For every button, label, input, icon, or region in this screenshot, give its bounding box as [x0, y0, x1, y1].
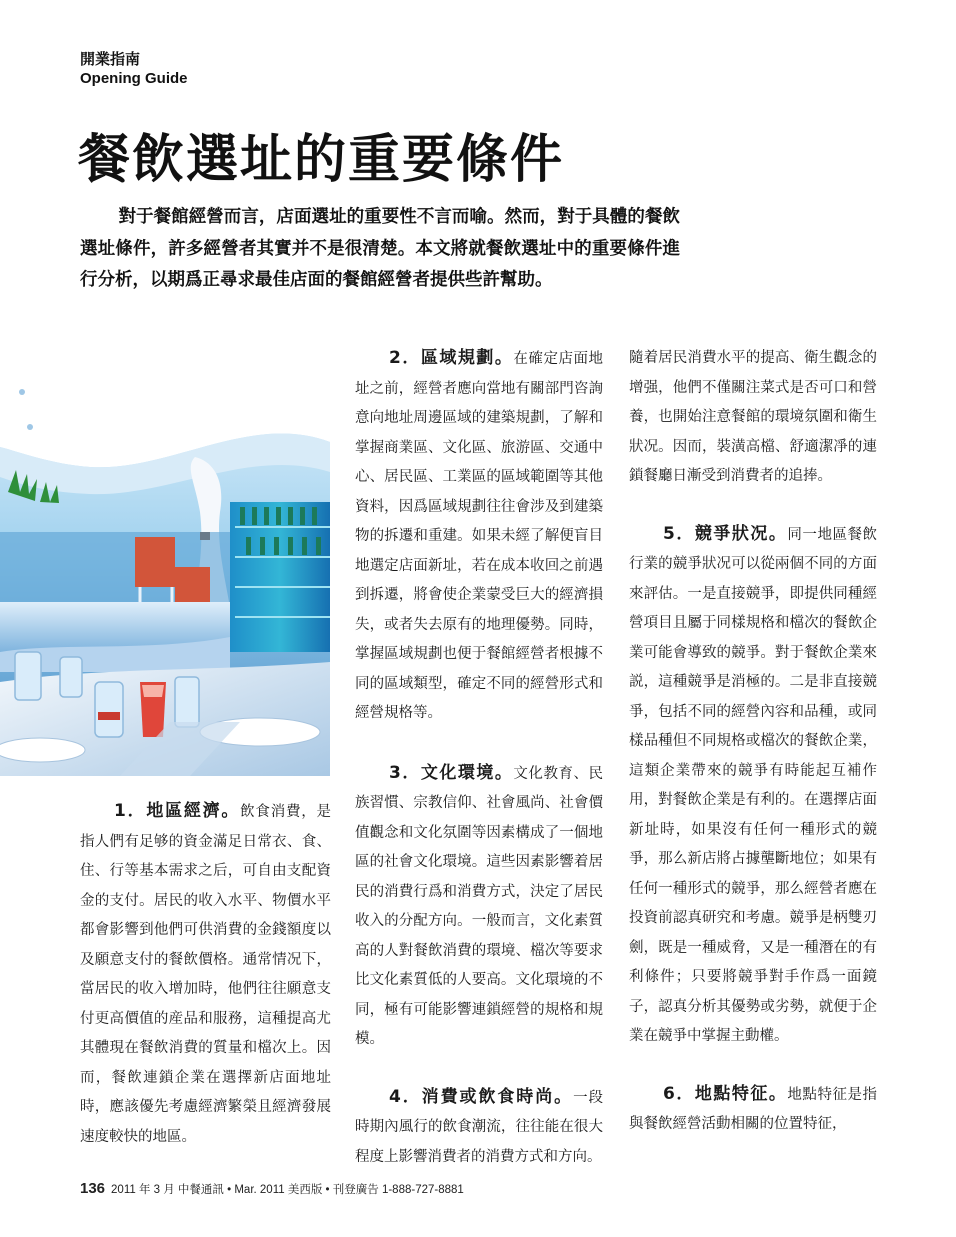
- column-1: [80, 797, 331, 1152]
- section-body: 一段時期內風行的飲食潮流，往往能在很大程度上影響消費者的消費方式和方向。: [355, 1089, 603, 1165]
- section-2: [355, 344, 603, 729]
- section-6: [629, 1080, 877, 1140]
- section-body: 同一地區餐飲行業的競爭狀况可以從兩個不同的方面來評估。一是直接競爭，即提供同種經營項目且屬于同樣規格和檔次的餐飲企業可能會導致的競爭。對于餐飲企業來説，這種競爭是消極的。二是非直接競爭，包括不同的經營內容和品種，或同樣品種但不同規格或檔次的餐飲企業，這類企業帶來的競爭有時能起互補作用，對餐飲企業是有利的。在選擇店面新址時，如果沒有任何一種形式的競爭，那么新店將占據壟斷地位；如果有任何一種形式的競爭，那么經營者應在投資前認真研究和考慮。競爭是柄雙刃劍，既是一種威脅，又是一種潛在的有利條件；只要將競爭對手作爲一面鏡子，認真分析其優勢或劣勢，就便于企業在競爭中掌握主動權。: [629, 526, 877, 1044]
- column-2: [355, 344, 603, 1172]
- article-intro: 對于餐館經營而言，店面選址的重要性不言而喻。然而，對于具體的餐飲選址條件，許多經營者其實并不是很清楚。本文將就餐飲選址中的重要條件進行分析，以期爲正尋求最佳店面的餐館經營者提供些許幫助。: [80, 207, 680, 290]
- section-heading: 1．地區經濟。: [114, 801, 241, 821]
- section-body: 在確定店面地址之前，經營者應向當地有關部門咨詢意向地址周邊區域的建築規劃，了解和掌握商業區、文化區、旅游區、交通中心、居民區、工業區的區域範圍等其他資料，因爲區域規劃往往會涉及到建築物的拆遷和重建。如果未經了解便盲目地選定店面新址，若在成本收回之前遇到拆遷，將會使企業蒙受巨大的經濟損失，或者失去原有的地理優勢。同時，掌握區域規劃也便于餐館經營者根據不同的區域類型，確定不同的經營形式和經營規格等。: [355, 351, 603, 721]
- section-heading: 2．區域規劃。: [389, 348, 514, 368]
- section-4-continued: 隨着居民消費水平的提高、衛生觀念的增强，他們不僅關注菜式是否可口和營養，也開始注意餐館的環境氛圍和衛生狀况。因而，裝潢高檔、舒適潔凈的連鎖餐廳日漸受到消費者的追捧。: [629, 350, 877, 484]
- section-heading: 6．地點特征。: [663, 1083, 788, 1104]
- publication-info: 2011 年 3 月 中餐通訊 • Mar. 2011 美西版 • 刊登廣告 1-888-727-8881: [111, 1184, 464, 1196]
- page-number: 136: [80, 1180, 106, 1197]
- section-heading: 3．文化環境。: [389, 762, 514, 783]
- section-4: [355, 1083, 603, 1173]
- section-1: [80, 797, 331, 1152]
- section-heading: 4．消費或飲食時尚。: [389, 1086, 574, 1107]
- section-3: [355, 759, 603, 1055]
- article-title: 餐飲選址的重要條件: [78, 129, 565, 190]
- section-label-zh: 開業指南: [80, 51, 141, 68]
- section-body: 飲食消費，是指人們有足够的資金滿足日常衣、食、住、行等基本需求之后，可自由支配資金的支付。居民的收入水平、物價水平都會影響到他們可供消費的金錢額度以及願意支付的餐飲價格。通常情况下，當居民的收入增加時，他們往往願意支付更高價值的産品和服務，這種提高尤其體現在餐飲消費的質量和檔次上。因而，餐飲連鎖企業在選擇新店面地址時，應該優先考慮經濟繁榮且經濟發展速度較快的地區。: [80, 804, 331, 1145]
- page-footer: [80, 1180, 464, 1197]
- restaurant-photo: [0, 352, 330, 776]
- section-5: [629, 520, 877, 1052]
- section-body: 地點特征是指與餐飲經營活動相關的位置特征，: [629, 1086, 877, 1132]
- column-3: [629, 344, 877, 1140]
- section-label-en: Opening Guide: [80, 70, 188, 87]
- section-heading: 5．競爭狀况。: [663, 523, 788, 544]
- section-body: 文化教育、民族習慣、宗教信仰、社會風尚、社會價值觀念和文化氛圍等因素構成了一個地區的社會文化環境。這些因素影響着居民的消費行爲和消費方式，決定了居民收入的分配方向。一般而言，文化素質高的人對餐飲消費的環境、檔次等要求比文化素質低的人要高。文化環境的不同，極有可能影響連鎖經營的規格和規模。: [355, 765, 603, 1047]
- section-label: [80, 50, 188, 88]
